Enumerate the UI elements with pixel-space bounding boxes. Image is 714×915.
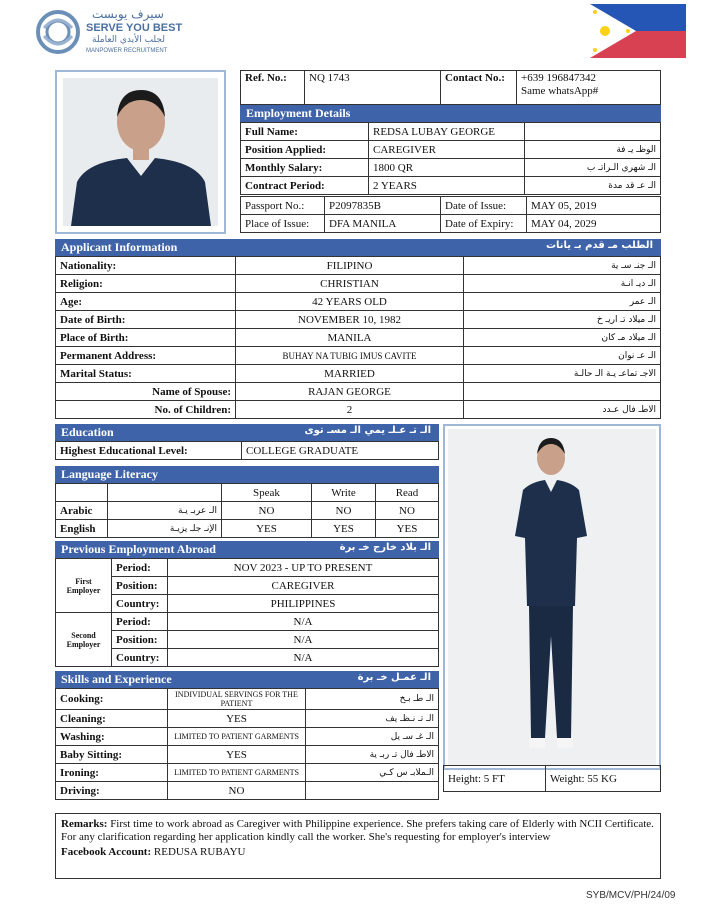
language-name: Arabic xyxy=(56,502,108,520)
portrait-frame xyxy=(55,70,226,234)
footer-code: SYB/MCV/PH/24/09 xyxy=(586,890,676,901)
education-label: Highest Educational Level: xyxy=(56,442,242,460)
applicant-row xyxy=(56,311,661,329)
skill-label: Washing: xyxy=(56,728,168,746)
language-table xyxy=(55,483,439,538)
skill-row xyxy=(56,728,439,746)
ref-value: NQ 1743 xyxy=(305,71,441,105)
language-col-header: Write xyxy=(312,484,376,502)
skill-arabic: الـ طـ بـخ xyxy=(306,689,439,710)
skill-arabic: الـملابـ س كـي xyxy=(306,764,439,782)
applicant-label: Marital Status: xyxy=(56,365,236,383)
language-name: English xyxy=(56,520,108,538)
applicant-value: BUHAY NA TUBIG IMUS CAVITE xyxy=(236,347,464,365)
passport-table xyxy=(240,196,661,233)
applicant-value: RAJAN GEORGE xyxy=(236,383,464,401)
body-stats-table xyxy=(443,765,661,792)
height-value: Height: 5 FT xyxy=(444,766,546,792)
applicant-arabic: الـ عمر xyxy=(464,293,661,311)
applicant-row xyxy=(56,293,661,311)
previous-label: Period: xyxy=(112,559,168,577)
previous-table xyxy=(55,558,439,667)
contact-label: Contact No.: xyxy=(441,71,517,105)
applicant-label: Religion: xyxy=(56,275,236,293)
skill-row xyxy=(56,782,439,800)
applicant-row xyxy=(56,383,661,401)
skill-value: LIMITED TO PATIENT GARMENTS xyxy=(168,728,306,746)
applicant-arabic: الـ ديـ انـة xyxy=(464,275,661,293)
applicant-arabic: الـ جنـ سـ ية xyxy=(464,257,661,275)
previous-row xyxy=(56,649,439,667)
applicant-label: No. of Children: xyxy=(56,401,236,419)
skill-label: Cooking: xyxy=(56,689,168,710)
language-value: YES xyxy=(222,520,312,538)
applicant-row xyxy=(56,347,661,365)
applicant-arabic xyxy=(464,383,661,401)
previous-header xyxy=(55,541,439,558)
logo-sub-arabic: لجلب الأيدي العاملة xyxy=(92,35,165,45)
education-value: COLLEGE GRADUATE xyxy=(242,442,439,460)
remarks-box xyxy=(55,813,661,879)
applicant-value: 2 xyxy=(236,401,464,419)
issue-date-value: MAY 05, 2019 xyxy=(527,197,661,215)
applicant-label: Place of Birth: xyxy=(56,329,236,347)
employment-row xyxy=(241,159,661,177)
issue-date-label: Date of Issue: xyxy=(441,197,527,215)
remarks-text: First time to work abroad as Caregiver with Philippine experience. She prefers taking care of Elderly with NCII Certificate. For any clarification regarding her application kindly call the worker. She's requesting for employer's interview xyxy=(61,818,654,843)
language-value: YES xyxy=(376,520,439,538)
skill-row xyxy=(56,710,439,728)
previous-row xyxy=(56,631,439,649)
employment-arabic: الـ شهري الـراتـ ب xyxy=(525,159,661,177)
employment-label: Full Name: xyxy=(241,123,369,141)
skill-label: Driving: xyxy=(56,782,168,800)
previous-value: N/A xyxy=(168,649,439,667)
language-arabic: الإنـ جلـ يزيـة xyxy=(108,520,222,538)
facebook-label: Facebook Account: xyxy=(61,846,152,858)
skill-value: INDIVIDUAL SERVINGS FOR THE PATIENT xyxy=(168,689,306,710)
previous-title-ar: الـ بلاد خارج خـ برة xyxy=(339,542,431,553)
applicant-value: CHRISTIAN xyxy=(236,275,464,293)
previous-label: Country: xyxy=(112,595,168,613)
logo xyxy=(34,6,184,58)
previous-value: N/A xyxy=(168,613,439,631)
employment-value: 1800 QR xyxy=(369,159,525,177)
ref-table xyxy=(240,70,661,105)
skills-title: Skills and Experience xyxy=(61,672,172,686)
philippine-flag-icon xyxy=(590,4,686,58)
previous-label: Position: xyxy=(112,631,168,649)
employment-arabic: الـ عـ قد مدة xyxy=(525,177,661,195)
language-col-header: Speak xyxy=(222,484,312,502)
applicant-row xyxy=(56,365,661,383)
previous-label: Period: xyxy=(112,613,168,631)
contact-number: +639 196847342 xyxy=(521,72,596,84)
contact-note: Same whatsApp# xyxy=(521,85,599,97)
applicant-label: Permanent Address: xyxy=(56,347,236,365)
skill-label: Cleaning: xyxy=(56,710,168,728)
employment-arabic: الوظـ يـ فة xyxy=(525,141,661,159)
applicant-value: FILIPINO xyxy=(236,257,464,275)
applicant-row xyxy=(56,275,661,293)
applicant-row xyxy=(56,257,661,275)
remarks-label: Remarks: xyxy=(61,818,108,830)
fullbody-photo xyxy=(445,426,659,768)
skill-arabic: الاطـ فال تـ ربـ ية xyxy=(306,746,439,764)
language-title: Language Literacy xyxy=(61,467,158,481)
employment-value: CAREGIVER xyxy=(369,141,525,159)
applicant-value: MARRIED xyxy=(236,365,464,383)
previous-label: Position: xyxy=(112,577,168,595)
skills-header xyxy=(55,671,439,688)
employment-header xyxy=(240,105,661,122)
applicant-label: Date of Birth: xyxy=(56,311,236,329)
skill-label: Ironing: xyxy=(56,764,168,782)
skill-row xyxy=(56,746,439,764)
applicant-title-ar: الطلب مـ قدم بـ يانات xyxy=(545,240,653,251)
portrait-photo xyxy=(57,72,224,232)
language-arabic: الـ عربـ يـة xyxy=(108,502,222,520)
education-title: Education xyxy=(61,425,114,439)
skill-row xyxy=(56,764,439,782)
applicant-value: MANILA xyxy=(236,329,464,347)
language-value: YES xyxy=(312,520,376,538)
education-header xyxy=(55,424,439,441)
applicant-label: Nationality: xyxy=(56,257,236,275)
employment-row xyxy=(241,177,661,195)
contact-value xyxy=(517,71,661,105)
previous-row xyxy=(56,577,439,595)
passport-value: P2097835B xyxy=(325,197,441,215)
applicant-value: 42 YEARS OLD xyxy=(236,293,464,311)
language-value: NO xyxy=(376,502,439,520)
previous-value: N/A xyxy=(168,631,439,649)
logo-tag: MANPOWER RECRUITMENT xyxy=(86,48,168,54)
expiry-label: Date of Expiry: xyxy=(441,215,527,233)
previous-title: Previous Employment Abroad xyxy=(61,542,216,556)
skill-arabic xyxy=(306,782,439,800)
place-value: DFA MANILA xyxy=(325,215,441,233)
skill-value: YES xyxy=(168,710,306,728)
logo-name: SERVE YOU BEST xyxy=(86,22,183,34)
previous-value: NOV 2023 - UP TO PRESENT xyxy=(168,559,439,577)
logo-emblem-icon xyxy=(34,8,82,56)
expiry-value: MAY 04, 2029 xyxy=(527,215,661,233)
skills-title-ar: الـ عمـل خـ برة xyxy=(357,672,431,683)
education-title-ar: الـ تـ عـلـ يمي الـ مسـ توى xyxy=(304,425,431,436)
previous-row xyxy=(56,595,439,613)
employment-row xyxy=(241,141,661,159)
skills-table xyxy=(55,688,439,800)
passport-label: Passport No.: xyxy=(241,197,325,215)
language-blank xyxy=(56,484,108,502)
applicant-label: Name of Spouse: xyxy=(56,383,236,401)
skill-value: YES xyxy=(168,746,306,764)
language-row xyxy=(56,502,439,520)
fullbody-frame xyxy=(443,424,661,770)
applicant-row xyxy=(56,329,661,347)
facebook-value: REDUSA RUBAYU xyxy=(153,846,246,858)
skill-label: Baby Sitting: xyxy=(56,746,168,764)
employment-value: REDSA LUBAY GEORGE xyxy=(369,123,525,141)
skill-row xyxy=(56,689,439,710)
employment-label: Contract Period: xyxy=(241,177,369,195)
employment-arabic xyxy=(525,123,661,141)
weight-value: Weight: 55 KG xyxy=(546,766,661,792)
employment-table xyxy=(240,122,661,195)
previous-row xyxy=(56,613,439,631)
applicant-row xyxy=(56,401,661,419)
applicant-value: NOVEMBER 10, 1982 xyxy=(236,311,464,329)
second-employer-label: Second Employer xyxy=(56,613,112,667)
ref-label: Ref. No.: xyxy=(241,71,305,105)
place-label: Place of Issue: xyxy=(241,215,325,233)
skill-arabic: الـ غـ سـ يل xyxy=(306,728,439,746)
language-col-header: Read xyxy=(376,484,439,502)
language-header-row xyxy=(56,484,439,502)
employment-title: Employment Details xyxy=(246,106,351,120)
language-row xyxy=(56,520,439,538)
first-employer-label: First Employer xyxy=(56,559,112,613)
skill-value: NO xyxy=(168,782,306,800)
skill-arabic: الـ تـ نـظـ يف xyxy=(306,710,439,728)
skill-value: LIMITED TO PATIENT GARMENTS xyxy=(168,764,306,782)
previous-label: Country: xyxy=(112,649,168,667)
education-table xyxy=(55,441,439,460)
language-header xyxy=(55,466,439,483)
applicant-title: Applicant Information xyxy=(61,240,178,254)
employment-label: Monthly Salary: xyxy=(241,159,369,177)
applicant-table xyxy=(55,256,661,419)
applicant-arabic: الاطـ فال عـدد xyxy=(464,401,661,419)
previous-row xyxy=(56,559,439,577)
applicant-arabic: الـ ميلاد مـ كان xyxy=(464,329,661,347)
previous-value: PHILIPPINES xyxy=(168,595,439,613)
language-blank xyxy=(108,484,222,502)
language-value: NO xyxy=(312,502,376,520)
employment-row xyxy=(241,123,661,141)
employment-label: Position Applied: xyxy=(241,141,369,159)
logo-arabic: سيرف يوبست xyxy=(92,7,164,21)
applicant-label: Age: xyxy=(56,293,236,311)
applicant-arabic: الاجـ تماعـ يـة الـ حالـة xyxy=(464,365,661,383)
applicant-arabic: الـ عـ نوان xyxy=(464,347,661,365)
applicant-arabic: الـ ميلاد تـ اريـ خ xyxy=(464,311,661,329)
employment-value: 2 YEARS xyxy=(369,177,525,195)
applicant-header xyxy=(55,239,661,256)
language-value: NO xyxy=(222,502,312,520)
previous-value: CAREGIVER xyxy=(168,577,439,595)
